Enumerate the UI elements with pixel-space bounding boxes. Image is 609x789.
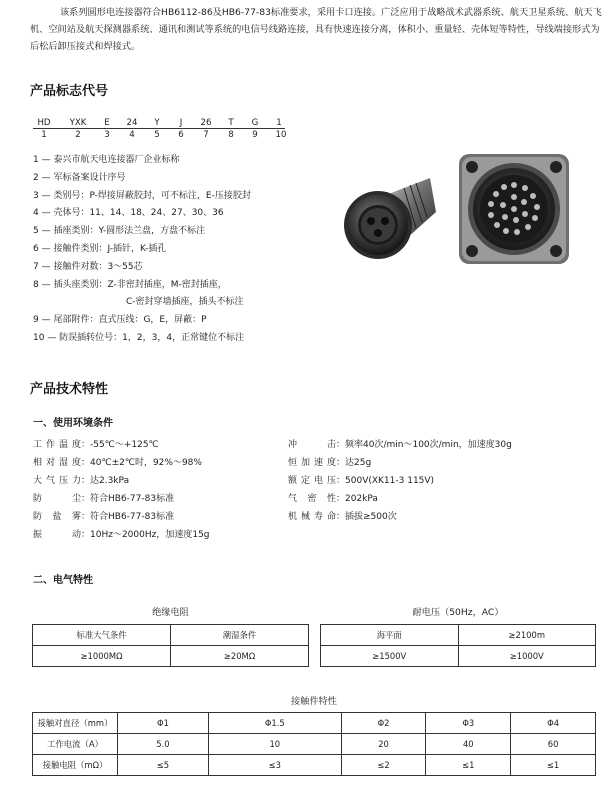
table-cell: 接触电阻（mΩ）	[33, 755, 118, 776]
elec-heading: 二、电气特性	[33, 575, 93, 586]
code-8: T	[225, 118, 237, 129]
insulation-value-humid: ≥20MΩ	[171, 646, 309, 667]
legend-item: 1 — 泰兴市航天电连接器厂企业标称	[33, 155, 180, 165]
table-cell: ≤1	[511, 755, 596, 776]
table-cell: 20	[341, 734, 426, 755]
env-item: 气 密 性：202kPa	[288, 493, 378, 504]
env-item: 冲 击：频率40次/min～100次/min，加速度30g	[288, 440, 512, 450]
insulation-value-std: ≥1000MΩ	[33, 646, 171, 667]
code-10: 1	[273, 118, 285, 129]
table-cell: Φ2	[341, 713, 426, 734]
code-num-1: 1	[41, 130, 47, 140]
env-left-list	[33, 437, 293, 544]
round-connector-plug-image	[338, 170, 438, 270]
legend-item: 5 — 插座类别：Y-圆形法兰盘，方盘不标注	[33, 226, 206, 237]
table-cell: ≤3	[208, 755, 341, 776]
voltage-table	[320, 624, 596, 667]
table-cell: 60	[511, 734, 596, 755]
square-flange-socket-image	[455, 150, 573, 268]
code-num-6: 6	[178, 130, 184, 140]
table-cell: 接触对直径（mm）	[33, 713, 118, 734]
env-item: 恒加速度：达25g	[288, 457, 372, 468]
code-num-5: 5	[154, 130, 160, 140]
voltage-value-sea: ≥1500V	[321, 646, 459, 667]
env-item: 防 尘：符合HB6-77-83标准	[33, 493, 175, 504]
insulation-caption: 绝缘电阻	[152, 607, 189, 618]
contact-table	[32, 712, 596, 776]
legend-item: 10 — 防误插转位号：1，2，3，4，正常键位不标注	[33, 332, 245, 343]
voltage-header-high: ≥2100m	[458, 625, 596, 646]
table-row	[33, 734, 596, 755]
table-cell: 5.0	[118, 734, 209, 755]
table-cell: 工作电流（A）	[33, 734, 118, 755]
code-7: 26	[200, 118, 212, 128]
designation-code-row	[33, 118, 285, 129]
voltage-caption: 耐电压（50Hz，AC）	[412, 607, 504, 618]
code-num-2: 2	[75, 130, 81, 140]
env-right-list	[288, 437, 598, 527]
env-item: 防 盐 雾：符合HB6-77-83标准	[33, 511, 175, 522]
env-item: 工作温度：-55℃～+125℃	[33, 440, 159, 450]
table-cell: 10	[208, 734, 341, 755]
voltage-header-sea: 海平面	[321, 625, 459, 646]
code-num-8: 8	[228, 130, 234, 140]
table-cell: 40	[426, 734, 511, 755]
code-3: E	[101, 118, 113, 129]
code-9: G	[249, 118, 261, 129]
table-cell: ≤5	[118, 755, 209, 776]
env-item: 振 动：10Hz～2000Hz，加速度15g	[33, 529, 210, 540]
insulation-header-humid: 潮湿条件	[171, 625, 309, 646]
designation-heading: 产品标志代号	[30, 84, 109, 99]
code-1: HD	[33, 118, 55, 129]
table-cell: Φ4	[511, 713, 596, 734]
legend-item: 7 — 接触件对数：3～55芯	[33, 261, 143, 272]
contact-caption: 接触件特性	[291, 696, 337, 707]
table-cell: Φ3	[426, 713, 511, 734]
code-num-10: 10	[275, 130, 287, 140]
legend-item: 2 — 军标备案设计序号	[33, 172, 126, 183]
legend-item: 8 — 插头座类别：Z-非密封插座，M-密封插座，	[33, 279, 227, 290]
code-5: Y	[151, 118, 163, 129]
table-row	[33, 755, 596, 776]
table-cell: ≤2	[341, 755, 426, 776]
insulation-header-std: 标准大气条件	[33, 625, 171, 646]
table-cell: ≤1	[426, 755, 511, 776]
env-item: 相对湿度：40℃±2℃时，92%～98%	[33, 457, 202, 468]
designation-legend	[33, 152, 333, 348]
insulation-table	[32, 624, 309, 667]
env-item: 大气压力：达2.3kPa	[33, 475, 130, 486]
legend-item: 9 — 尾部附件：直式压线：G，E，屏蔽：P	[33, 315, 207, 326]
env-heading: 一、使用环境条件	[33, 418, 113, 429]
voltage-value-high: ≥1000V	[458, 646, 596, 667]
table-cell: Φ1.5	[208, 713, 341, 734]
legend-item: C-密封穿墙插座，插头不标注	[126, 297, 244, 308]
code-6: J	[175, 118, 187, 129]
code-num-3: 3	[104, 130, 110, 140]
intro-paragraph: 该系列圆形电连接器符合HB6112-86及HB6-77-83标准要求，采用卡口连接。广泛应用于战略战术武器系统、航天卫星系统、航天飞机、空间站及航天探测器系统、通讯和测试等系统的电信号线路连接，具有快速连接分离，体积小、重量轻、壳体短等特性，导线端接形式为后松后卸压接式和焊接式。	[30, 7, 602, 52]
table-cell: Φ1	[118, 713, 209, 734]
table-row	[33, 713, 596, 734]
code-num-9: 9	[252, 130, 258, 140]
legend-item: 4 — 壳体号：11、14、18、24、27、30、36	[33, 208, 224, 219]
code-num-4: 4	[129, 130, 135, 140]
code-4: 24	[126, 118, 138, 128]
legend-item: 3 — 类别号：P-焊接屏蔽胶封，可不标注，E-压接胶封	[33, 190, 251, 201]
designation-number-row	[33, 130, 289, 140]
env-item: 机械寿命：插拔≥500次	[288, 511, 397, 522]
legend-item: 6 — 接触件类别：J-插针，K-插孔	[33, 243, 167, 254]
code-2: YXK	[67, 118, 89, 129]
code-num-7: 7	[203, 130, 209, 140]
tech-heading: 产品技术特性	[30, 382, 109, 397]
env-item: 额定电压：500V(XK11-3 115V)	[288, 475, 435, 486]
